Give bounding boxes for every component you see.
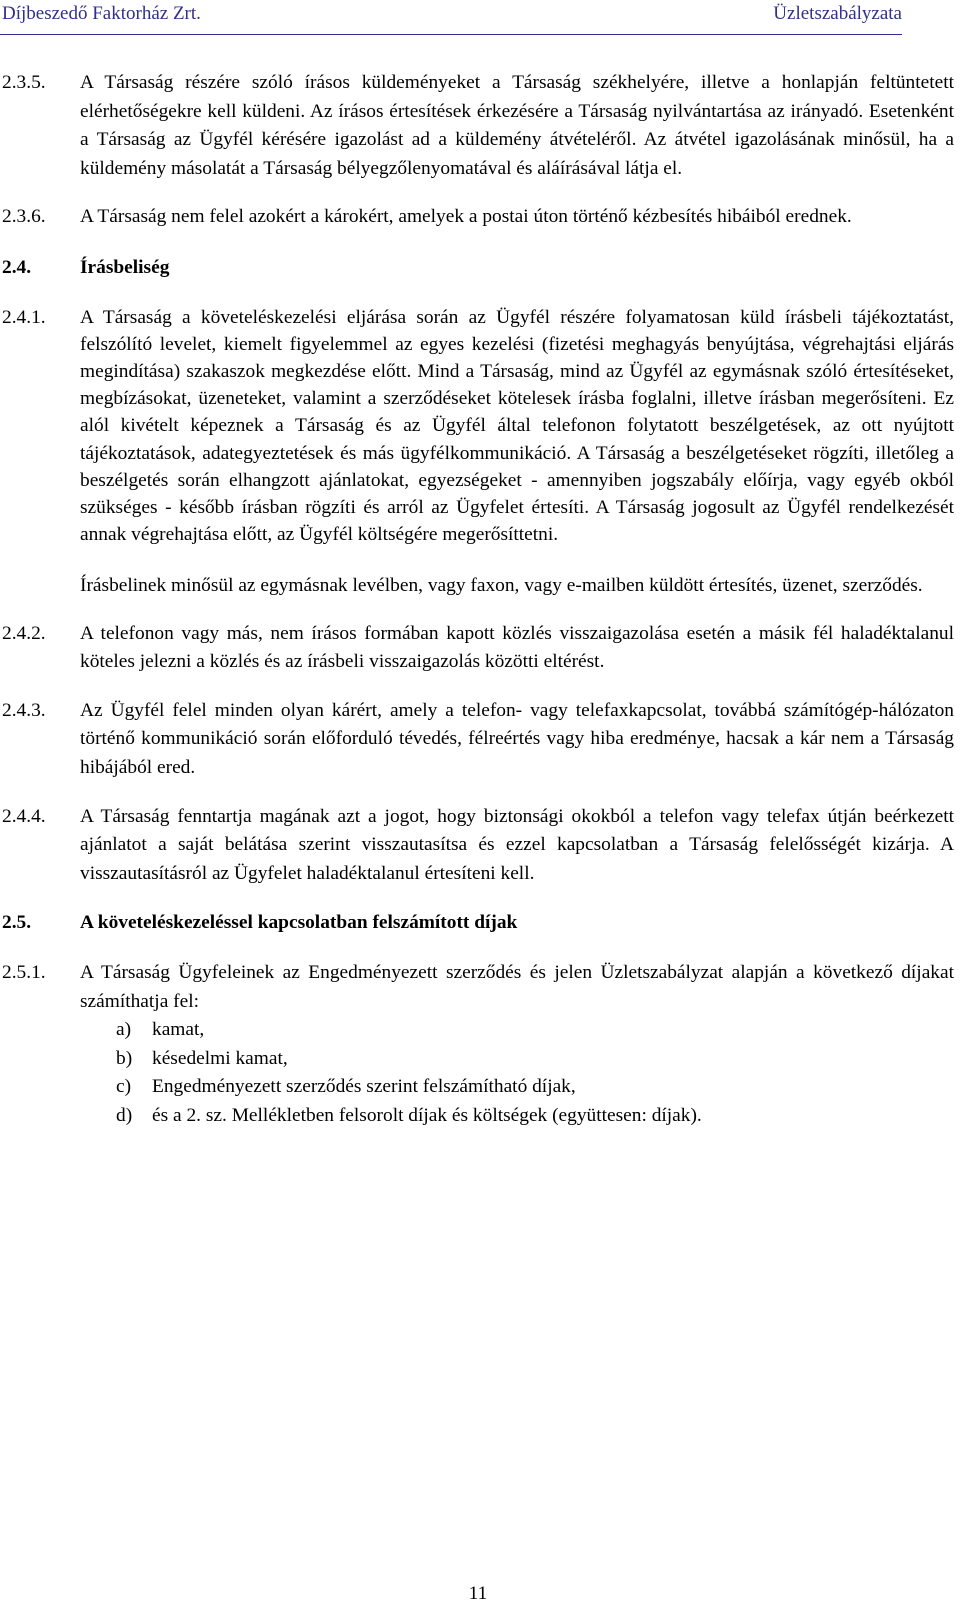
list-item (80, 1102, 954, 1131)
heading-title: A követeléskezeléssel kapcsolatban felszámított díjak (80, 912, 518, 934)
section-2-4-1 (0, 304, 956, 600)
section-2-3-6 (0, 203, 956, 232)
section-text: A Társaság részére szóló írásos küldeményeket a Társaság székhelyére, illetve a honlapján feltüntetett elérhetőségekre kell küldeni. Az írásos értesítések érkezésére a Társaság nyilvántartása az irányadó. Esetenként a Társaság az Ügyfél kérésére igazolást ad a küldemény átvételéről. Az átvétel igazolásának minősül, ha a küldemény másolatát a Társaság bélyegzőlenyomatával és aláírásával látja el. (80, 72, 954, 179)
list-item (80, 1016, 954, 1045)
section-text: A Társaság Ügyfeleinek az Engedményezett szerződés és jelen Üzletszabályzat alapján a következő díjakat számíthatja fel: (80, 961, 954, 1012)
section-2-5-1 (0, 959, 956, 1131)
list-text: és a 2. sz. Mellékletben felsorolt díjak és költségek (együttesen: díjak). (152, 1104, 702, 1126)
heading-number: 2.4. (2, 256, 32, 278)
document-body (0, 69, 956, 1131)
section-text-2: Írásbelinek minősül az egymásnak levélben, vagy faxon, vagy e-mailben küldött értesítés, üzenet, szerződés. (80, 575, 923, 597)
company-name: Díjbeszedő Faktorház Zrt. (2, 3, 201, 24)
section-2-4-3 (0, 697, 956, 783)
heading-title: Írásbeliség (80, 256, 170, 278)
section-text: A Társaság nem felel azokért a károkért, amelyek a postai úton történő kézbesítés hibáiból erednek. (80, 206, 852, 228)
heading-2-5 (0, 909, 956, 938)
section-number: 2.5.1. (2, 961, 46, 983)
list-text: Engedményezett szerződés szerint felszámítható díjak, (152, 1076, 576, 1098)
page-number: 11 (468, 1583, 488, 1604)
heading-number: 2.5. (2, 912, 32, 934)
section-number: 2.3.5. (2, 72, 46, 93)
list-item (80, 1073, 954, 1102)
list-letter: a) (116, 1019, 132, 1041)
section-text: A telefonon vagy más, nem írásos formában kapott közlés visszaigazolása esetén a másik fél haladéktalanul köteles jelezni a közlés és az írásbeli visszaigazolás közötti eltérést. (80, 622, 954, 673)
document-title: Üzletszabályzata (773, 3, 902, 24)
fee-list (80, 1016, 954, 1130)
section-text: A Társaság fenntartja magának azt a jogot, hogy biztonsági okokból a telefon vagy telefax útján beérkezett ajánlatot a saját belátása szerint visszautasítsa és ezzel kapcsolatban a Társaság felelősségét kizárja. A visszautasításról az Ügyfelet haladéktalanul értesíteni kell. (80, 805, 954, 884)
section-text-wrap (80, 304, 954, 600)
section-2-4-4 (0, 803, 956, 889)
list-item (80, 1045, 954, 1074)
section-number: 2.4.3. (2, 699, 46, 721)
list-letter: b) (116, 1047, 133, 1069)
section-number: 2.4.1. (2, 306, 46, 328)
section-2-3-5 (0, 69, 956, 183)
section-2-4-2 (0, 620, 956, 677)
section-body (80, 959, 954, 1131)
section-text: Az Ügyfél felel minden olyan kárért, amely a telefon- vagy telefaxkapcsolat, továbbá számítógép-hálózaton történő kommunikáció során előforduló tévedés, félreértés vagy hiba eredménye, hacsak a kár nem a Társaság hibájából ered. (80, 699, 954, 778)
section-number: 2.4.4. (2, 805, 46, 827)
heading-2-4 (0, 254, 956, 283)
list-text: kamat, (152, 1019, 205, 1041)
section-number: 2.4.2. (2, 622, 46, 644)
section-text: A Társaság a követeléskezelési eljárása során az Ügyfél részére folyamatosan küld írásbeli tájékoztatást, felszólító levelet, kiemelt figyelemmel az egyes kezelési (fizetési meghagyás benyújtása, végrehajtási eljárás megindítása) szakaszok megkezdése előtt. Mind a Társaság, mind az Ügyfél az egymásnak szóló értesítéseket, megbízásokat, üzeneteket, valamint a szerződéseket kötelesek írásba foglalni, illetve írásban megerősíteni. Ez alól kivételt képeznek a Társaság és az Ügyfél által telefonon folytatott beszélgetések, az ott nyújtott tájékoztatások, adategyeztetések és más ügyfélkommunikáció. A Társaság a beszélgetéseket rögzíti, illetőleg a beszélgetés során elhangzott ajánlatokat, egyezségeket - amennyiben jogszabály előírja, vagy egyéb okból szükséges - később írásban rögzíti és arról az Ügyfelet értesíti. A Társaság jogosult az Ügyfél rendelkezését annak végrehajtása előtt, az Ügyfél költségére megerősíttetni. (80, 306, 954, 546)
page-header (0, 3, 902, 35)
list-text: késedelmi kamat, (152, 1047, 288, 1069)
list-letter: c) (116, 1076, 132, 1098)
header-rule (0, 34, 902, 35)
list-letter: d) (116, 1104, 133, 1126)
section-number: 2.3.6. (2, 206, 46, 228)
